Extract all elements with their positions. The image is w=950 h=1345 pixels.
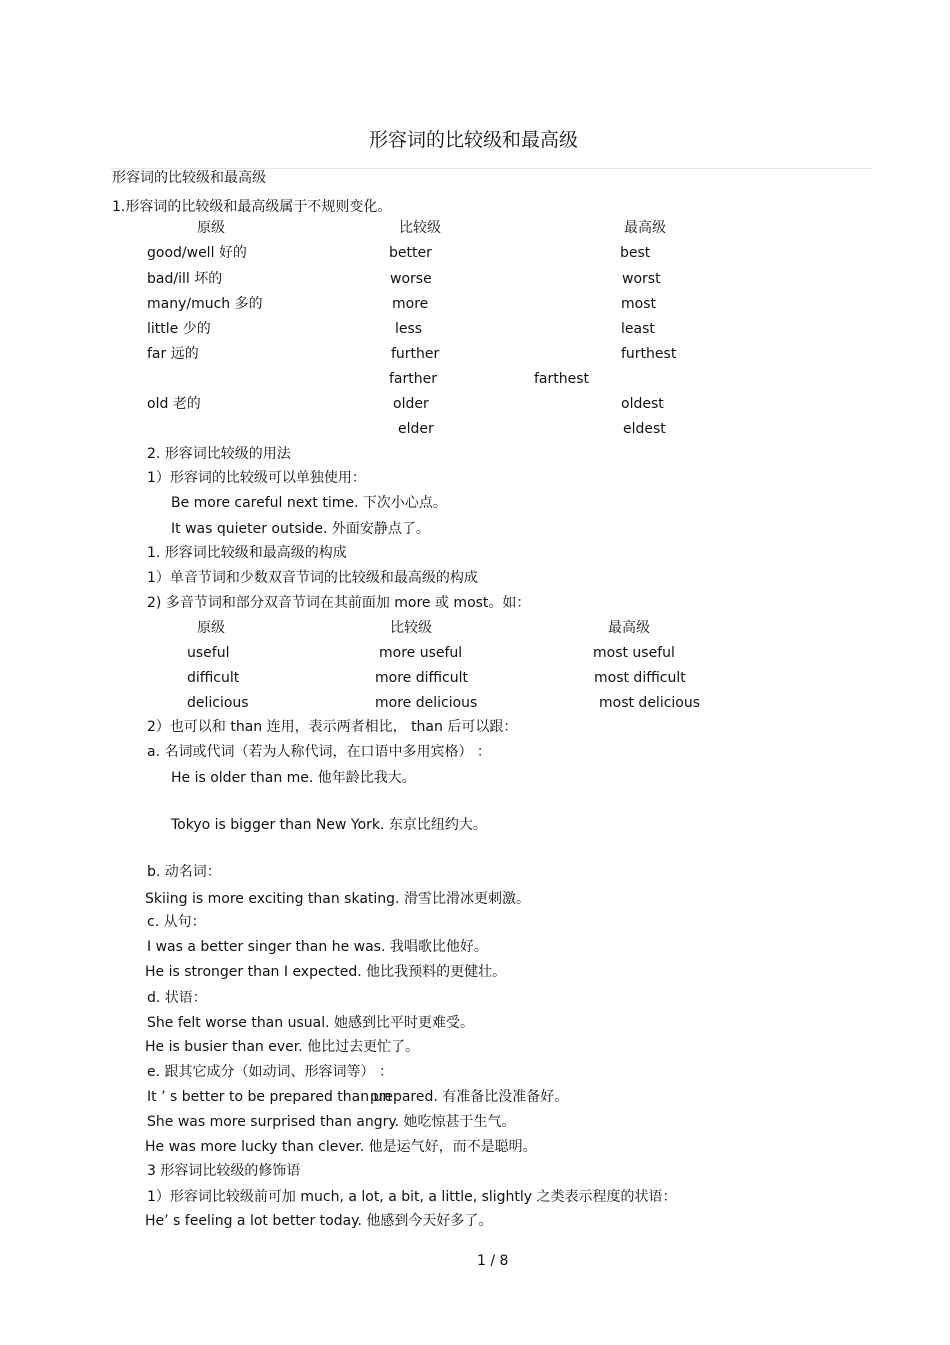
table-cell: bad/ill 坏的 xyxy=(147,271,223,287)
table-cell: good/well 好的 xyxy=(147,245,247,261)
table-cell: further xyxy=(391,346,440,362)
formation-heading: 1. 形容词比较级和最高级的构成 xyxy=(147,545,347,561)
modifier-point-1: 1）形容词比较级前可加 much, a lot, a bit, a little, slightly 之类表示程度的状语： xyxy=(147,1189,677,1205)
point-c-label: c. 从句： xyxy=(147,914,206,930)
than-usage-line: 2）也可以和 than 连用，表示两者相比， than 后可以跟： xyxy=(147,719,518,735)
table-cell: less xyxy=(395,321,423,337)
example-sentence: It was quieter outside. 外面安静点了。 xyxy=(171,521,430,537)
formation-point-2: 2) 多音节词和部分双音节词在其前面加 more 或 most。如： xyxy=(147,595,531,611)
title-divider xyxy=(110,168,873,169)
table-cell: farthest xyxy=(534,371,590,387)
table-cell: farther xyxy=(389,371,437,387)
header-superlative: 最高级 xyxy=(608,620,650,636)
table-cell: more difficult xyxy=(375,670,468,686)
header-superlative: 最高级 xyxy=(624,220,666,236)
table-cell: elder xyxy=(398,421,434,437)
section-1-heading: 1.形容词的比较级和最高级属于不规则变化。 xyxy=(112,199,392,215)
table-cell: old 老的 xyxy=(147,396,201,412)
table-cell: little 少的 xyxy=(147,321,211,337)
example-sentence: Be more careful next time. 下次小心点。 xyxy=(171,495,447,511)
table-cell: most delicious xyxy=(599,695,701,711)
usage-point-1: 1）形容词的比较级可以单独使用： xyxy=(147,470,366,486)
point-a-label: a. 名词或代词（若为人称代词，在口语中多用宾格） ： xyxy=(147,744,491,760)
table-cell: better xyxy=(389,245,432,261)
table-cell: difficult xyxy=(187,670,240,686)
example-sentence: She felt worse than usual. 她感到比平时更难受。 xyxy=(147,1015,474,1031)
header-positive: 原级 xyxy=(197,620,225,636)
example-sentence: He is older than me. 他年龄比我大。 xyxy=(171,770,416,786)
point-b-label: b. 动名词： xyxy=(147,864,221,880)
example-sentence-continuation: prepared. 有准备比没准备好。 xyxy=(370,1089,569,1105)
example-sentence: He is busier than ever. 他比过去更忙了。 xyxy=(145,1039,420,1055)
table-cell: many/much 多的 xyxy=(147,296,263,312)
point-e-label: e. 跟其它成分（如动词、形容词等） ： xyxy=(147,1064,393,1080)
header-positive: 原级 xyxy=(197,220,225,236)
table-cell: least xyxy=(621,321,655,337)
page-title: 形容词的比较级和最高级 xyxy=(369,129,579,151)
modifier-heading: 3 形容词比较级的修饰语 xyxy=(147,1163,301,1179)
table-cell: more delicious xyxy=(375,695,478,711)
example-sentence: It ’ s better to be prepared than un xyxy=(147,1089,392,1105)
table-cell: delicious xyxy=(187,695,249,711)
table-cell: older xyxy=(393,396,429,412)
table-cell: oldest xyxy=(621,396,664,412)
example-sentence: Skiing is more exciting than skating. 滑雪比滑冰更刺激。 xyxy=(145,891,530,907)
table-cell: far 远的 xyxy=(147,346,199,362)
example-sentence: He was more lucky than clever. 他是运气好，而不是聪明。 xyxy=(145,1139,537,1155)
table-cell: best xyxy=(620,245,651,261)
example-sentence: I was a better singer than he was. 我唱歌比他好。 xyxy=(147,939,488,955)
example-sentence: Tokyo is bigger than New York. 东京比纽约大。 xyxy=(171,817,487,833)
example-sentence: He’ s feeling a lot better today. 他感到今天好多了。 xyxy=(145,1213,493,1229)
point-d-label: d. 状语： xyxy=(147,990,207,1006)
page-number: 1 / 8 xyxy=(477,1253,509,1269)
table-cell: worst xyxy=(622,271,661,287)
table-cell: more useful xyxy=(379,645,463,661)
table-cell: most useful xyxy=(593,645,675,661)
example-sentence: She was more surprised than angry. 她吃惊甚于生气。 xyxy=(147,1114,516,1130)
subtitle: 形容词的比较级和最高级 xyxy=(112,170,266,186)
header-comparative: 比较级 xyxy=(399,220,441,236)
header-comparative: 比较级 xyxy=(390,620,432,636)
table-cell: furthest xyxy=(621,346,677,362)
table-cell: eldest xyxy=(623,421,666,437)
table-cell: useful xyxy=(187,645,230,661)
usage-heading: 2. 形容词比较级的用法 xyxy=(147,446,291,462)
table-cell: worse xyxy=(390,271,432,287)
example-sentence: He is stronger than I expected. 他比我预料的更健壮。 xyxy=(145,964,507,980)
table-cell: most difficult xyxy=(594,670,686,686)
table-cell: more xyxy=(392,296,429,312)
table-cell: most xyxy=(621,296,656,312)
formation-point-1: 1）单音节词和少数双音节词的比较级和最高级的构成 xyxy=(147,570,478,586)
